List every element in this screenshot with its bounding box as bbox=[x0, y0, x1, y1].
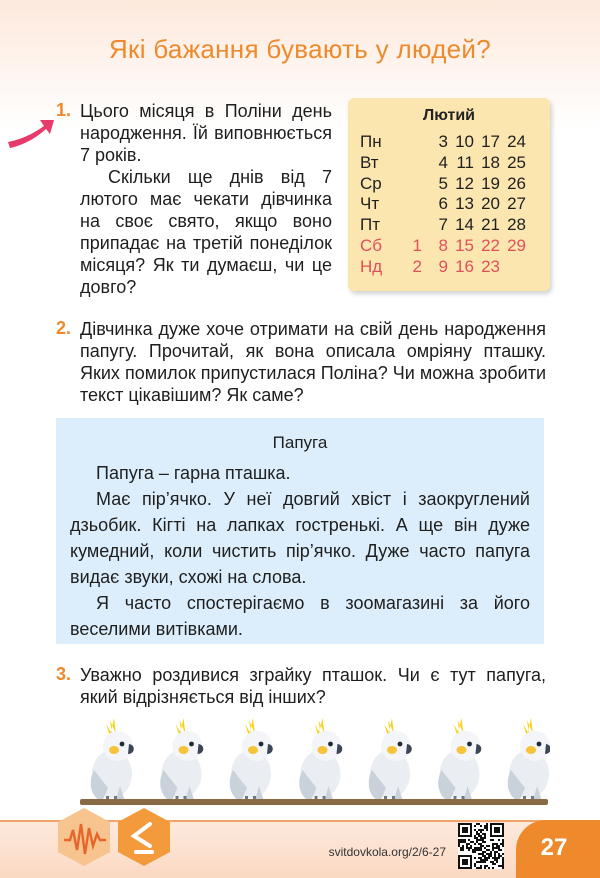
calendar-date: 13 bbox=[455, 194, 474, 214]
cockatoo-bird bbox=[230, 718, 273, 804]
task-3-text: Уважно роздивися зграйку пташок. Чи є тут папуга, який відрізняється від інших? bbox=[80, 665, 546, 707]
box-paragraph-3: Я часто спостерігаємо в зоомагазині за його веселими витівками. bbox=[70, 593, 530, 639]
calendar-row bbox=[348, 153, 550, 175]
calendar-weekday: Пн bbox=[360, 132, 382, 151]
calendar-row bbox=[348, 236, 550, 258]
task-1-paragraph-2: Скільки ще днів від 7 лютого має чекати дівчинка на своє свято, якщо воно припадає на третій понеділок місяця? Як ти думаєш, чи це довго? bbox=[80, 167, 332, 297]
calendar-date: 17 bbox=[481, 132, 500, 151]
calendar-weekday: Пт bbox=[360, 215, 381, 235]
calendar-weekday: Чт bbox=[360, 194, 380, 214]
cockatoo-bird bbox=[438, 718, 481, 804]
calendar-date: 18 bbox=[481, 152, 500, 172]
calendar-date: 1 bbox=[412, 236, 422, 255]
calendar-row bbox=[348, 194, 550, 216]
comparison-sign-icon bbox=[116, 806, 172, 868]
resource-link[interactable]: svitdovkola.org/2/6-27 bbox=[328, 845, 446, 859]
task-number-3: 3. bbox=[56, 664, 72, 684]
calendar-date: 19 bbox=[481, 173, 500, 193]
task-2-text: Дівчинка дуже хоче отримати на свій день народження папугу. Прочитай, як вона описала омріяну пташку. Яких помилок припустилася Поліна? Чи можна зробити текст цікавішим? Як саме? bbox=[80, 319, 546, 405]
calendar-date: 28 bbox=[507, 215, 526, 235]
calendar-date: 8 bbox=[438, 236, 448, 255]
calendar-weekday: Ср bbox=[360, 173, 382, 193]
calendar-date: 11 bbox=[456, 152, 474, 172]
calendar-card bbox=[348, 98, 550, 291]
sound-wave-icon bbox=[56, 806, 112, 868]
page-number: 27 bbox=[540, 834, 568, 861]
task-1-paragraph-1: Цього місяця в Поліни день народження. Їй виповнюється 7 років. bbox=[80, 101, 332, 165]
calendar-date: 6 bbox=[438, 194, 448, 214]
parrot-description-box bbox=[56, 418, 544, 644]
task-number-2: 2. bbox=[56, 318, 72, 338]
calendar-weekday: Сб bbox=[360, 236, 383, 255]
calendar-date: 27 bbox=[507, 194, 526, 214]
calendar-date: 10 bbox=[455, 132, 474, 151]
calendar-date: 26 bbox=[507, 173, 526, 193]
calendar-date: 15 bbox=[455, 236, 474, 255]
perch-branch bbox=[80, 799, 548, 805]
pointer-arrow-icon bbox=[6, 116, 56, 150]
calendar-date: 21 bbox=[481, 215, 500, 235]
cockatoo-bird bbox=[160, 718, 203, 804]
calendar-month: Лютий bbox=[423, 107, 475, 124]
calendar-date: 7 bbox=[438, 215, 448, 235]
box-title: Папуга bbox=[272, 433, 328, 452]
calendar-weekday: Вт bbox=[360, 152, 379, 172]
cockatoo-flock-illustration bbox=[80, 712, 550, 808]
calendar-date: 22 bbox=[481, 236, 500, 255]
task-number-1: 1. bbox=[56, 100, 72, 120]
calendar-date: 20 bbox=[481, 194, 500, 214]
calendar-row bbox=[348, 132, 550, 154]
calendar-date: 24 bbox=[507, 132, 526, 151]
task-1-text bbox=[80, 100, 332, 298]
calendar-date: 16 bbox=[455, 256, 474, 276]
page-title: Які бажання бувають у людей? bbox=[108, 34, 492, 64]
calendar-date: 4 bbox=[438, 152, 448, 172]
calendar-date: 9 bbox=[438, 256, 448, 276]
qr-code-icon[interactable] bbox=[458, 823, 504, 869]
cockatoo-bird bbox=[299, 718, 342, 804]
calendar-date: 12 bbox=[455, 173, 474, 193]
calendar-date: 5 bbox=[438, 173, 448, 193]
calendar-date: 25 bbox=[507, 152, 526, 172]
calendar-weekday: Нд bbox=[360, 256, 383, 276]
cockatoo-bird bbox=[91, 718, 134, 804]
calendar-date: 3 bbox=[438, 132, 448, 151]
calendar-date: 2 bbox=[412, 256, 422, 276]
calendar-row bbox=[348, 215, 550, 237]
box-paragraph-2: Має пір’ячко. У неї довгий хвіст і заокруглений дзьобик. Кігті на лапках гостренькі. А ще він дуже кумедний, коли чистить пір’ячко. Дуже часто папуга видає звуки, схожі на слова. bbox=[70, 489, 530, 587]
calendar-row bbox=[348, 174, 550, 196]
calendar-row bbox=[348, 257, 550, 279]
calendar-date: 29 bbox=[507, 236, 526, 255]
box-body bbox=[70, 460, 530, 642]
cockatoo-bird bbox=[508, 718, 550, 804]
cockatoo-bird bbox=[369, 718, 412, 804]
calendar-date: 23 bbox=[481, 256, 500, 276]
calendar-date: 14 bbox=[455, 215, 474, 235]
box-paragraph-1: Папуга – гарна пташка. bbox=[96, 463, 291, 483]
